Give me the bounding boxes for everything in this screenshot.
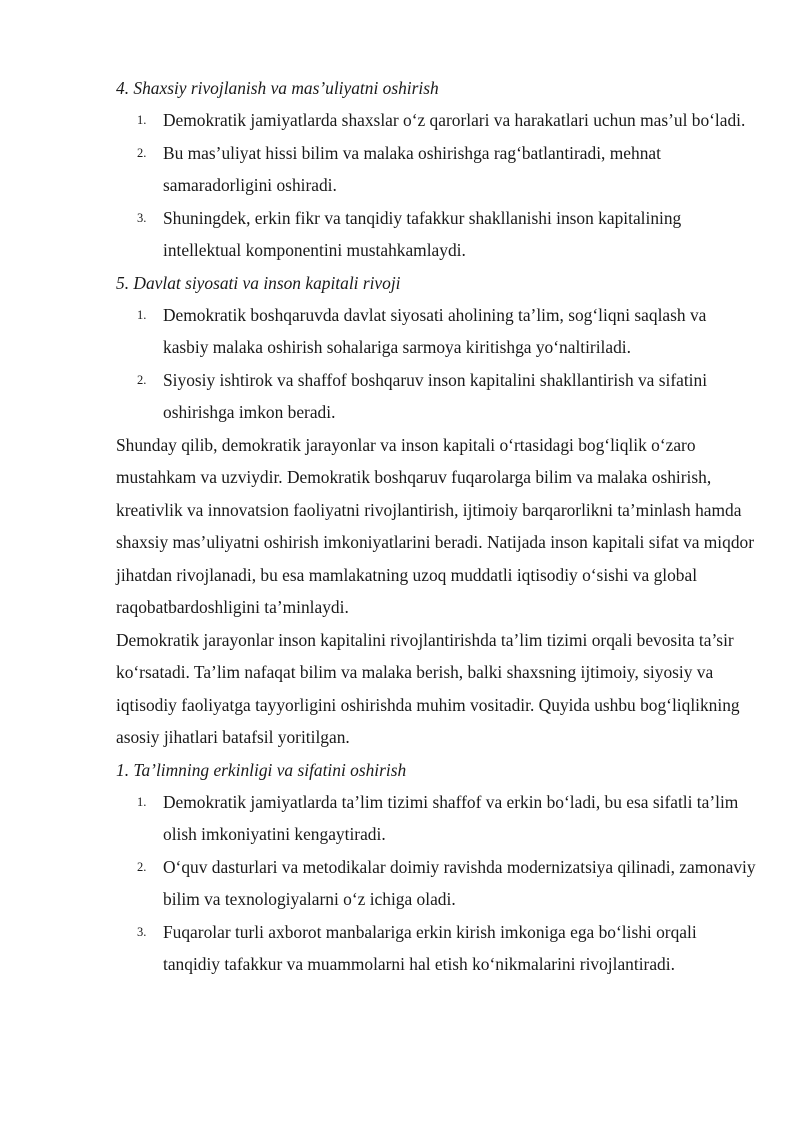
body-paragraph: Shunday qilib, demokratik jarayonlar va inson kapitali o‘rtasidagi bog‘liqlik o‘zaro mustahkam va uzviydir. Demokratik boshqaruv fuqarolarga bilim va malaka oshirish, kreativlik va innovatsion faoliyatni rivojlantirish, ijtimoiy barqarorlikni ta’minlash hamda shaxsiy mas’uliyatni oshirish imkoniyatlarini beradi. Natijada inson kapitali sifat va miqdor jihatdan rivojlanadi, bu esa mamlakatning uzoq muddatli iqtisodiy o‘sishi va global raqobatbardoshligini ta’minlaydi. bbox=[116, 434, 755, 617]
list-item-text: Demokratik jamiyatlarda shaxslar o‘z qarorlari va harakatlari uchun mas’ul bo‘ladi. bbox=[163, 110, 746, 130]
section-heading: 5. Davlat siyosati va inson kapitali rivoji bbox=[116, 272, 401, 293]
list-item bbox=[116, 364, 756, 429]
list-item bbox=[116, 916, 756, 981]
list-number: 3. bbox=[137, 924, 147, 939]
section-heading: 1. Ta’limning erkinligi va sifatini oshirish bbox=[116, 759, 407, 780]
section-heading: 4. Shaxsiy rivojlanish va mas’uliyatni oshirish bbox=[116, 78, 439, 98]
list-number: 1. bbox=[137, 113, 147, 127]
list-number: 1. bbox=[137, 794, 147, 809]
numbered-list bbox=[116, 104, 756, 267]
list-item-text: Demokratik jamiyatlarda ta’lim tizimi shaffof va erkin bo‘ladi, bu esa sifatli ta’lim olish imkoniyatini kengaytiradi. bbox=[163, 791, 739, 844]
list-number: 2. bbox=[137, 859, 147, 874]
list-item bbox=[116, 851, 756, 916]
list-item-text: O‘quv dasturlari va metodikalar doimiy ravishda modernizatsiya qilinadi, zamonaviy bilim va texnologiyalarni o‘z ichiga oladi. bbox=[163, 856, 756, 909]
list-item bbox=[116, 786, 756, 851]
document-page bbox=[116, 72, 756, 981]
numbered-list bbox=[116, 786, 756, 981]
list-item bbox=[116, 104, 756, 137]
list-item bbox=[116, 299, 756, 364]
list-item-text: Bu mas’uliyat hissi bilim va malaka oshirishga rag‘batlantiradi, mehnat samaradorligini oshiradi. bbox=[163, 142, 661, 195]
list-item-text: Siyosiy ishtirok va shaffof boshqaruv inson kapitalini shakllantirish va sifatini oshirishga imkon beradi. bbox=[163, 369, 708, 422]
list-item bbox=[116, 202, 756, 267]
list-item-text: Demokratik boshqaruvda davlat siyosati aholining ta’lim, sog‘liqni saqlash va kasbiy malaka oshirish sohalariga sarmoya kiritishga yo‘naltiriladi. bbox=[163, 304, 707, 357]
list-number: 2. bbox=[137, 372, 147, 387]
list-number: 1. bbox=[137, 307, 147, 322]
list-number: 2. bbox=[137, 145, 147, 160]
numbered-list bbox=[116, 299, 756, 429]
list-item-text: Shuningdek, erkin fikr va tanqidiy tafakkur shakllanishi inson kapitalining intellektual komponentini mustahkamlaydi. bbox=[163, 207, 682, 260]
list-item bbox=[116, 137, 756, 202]
body-paragraph: Demokratik jarayonlar inson kapitalini rivojlantirishda ta’lim tizimi orqali bevosita ta’sir ko‘rsatadi. Ta’lim nafaqat bilim va malaka berish, balki shaxsning ijtimoiy, siyosiy va iqtisodiy faoliyatga tayyorligini oshirishda muhim vositadir. Quyida ushbu bog‘liqlikning asosiy jihatlari batafsil yoritilgan. bbox=[116, 629, 740, 747]
list-item-text: Fuqarolar turli axborot manbalariga erkin kirish imkoniga ega bo‘lishi orqali tanqidiy tafakkur va muammolarni hal etish ko‘nikmalarini rivojlantiradi. bbox=[163, 921, 697, 974]
list-number: 3. bbox=[137, 210, 147, 225]
